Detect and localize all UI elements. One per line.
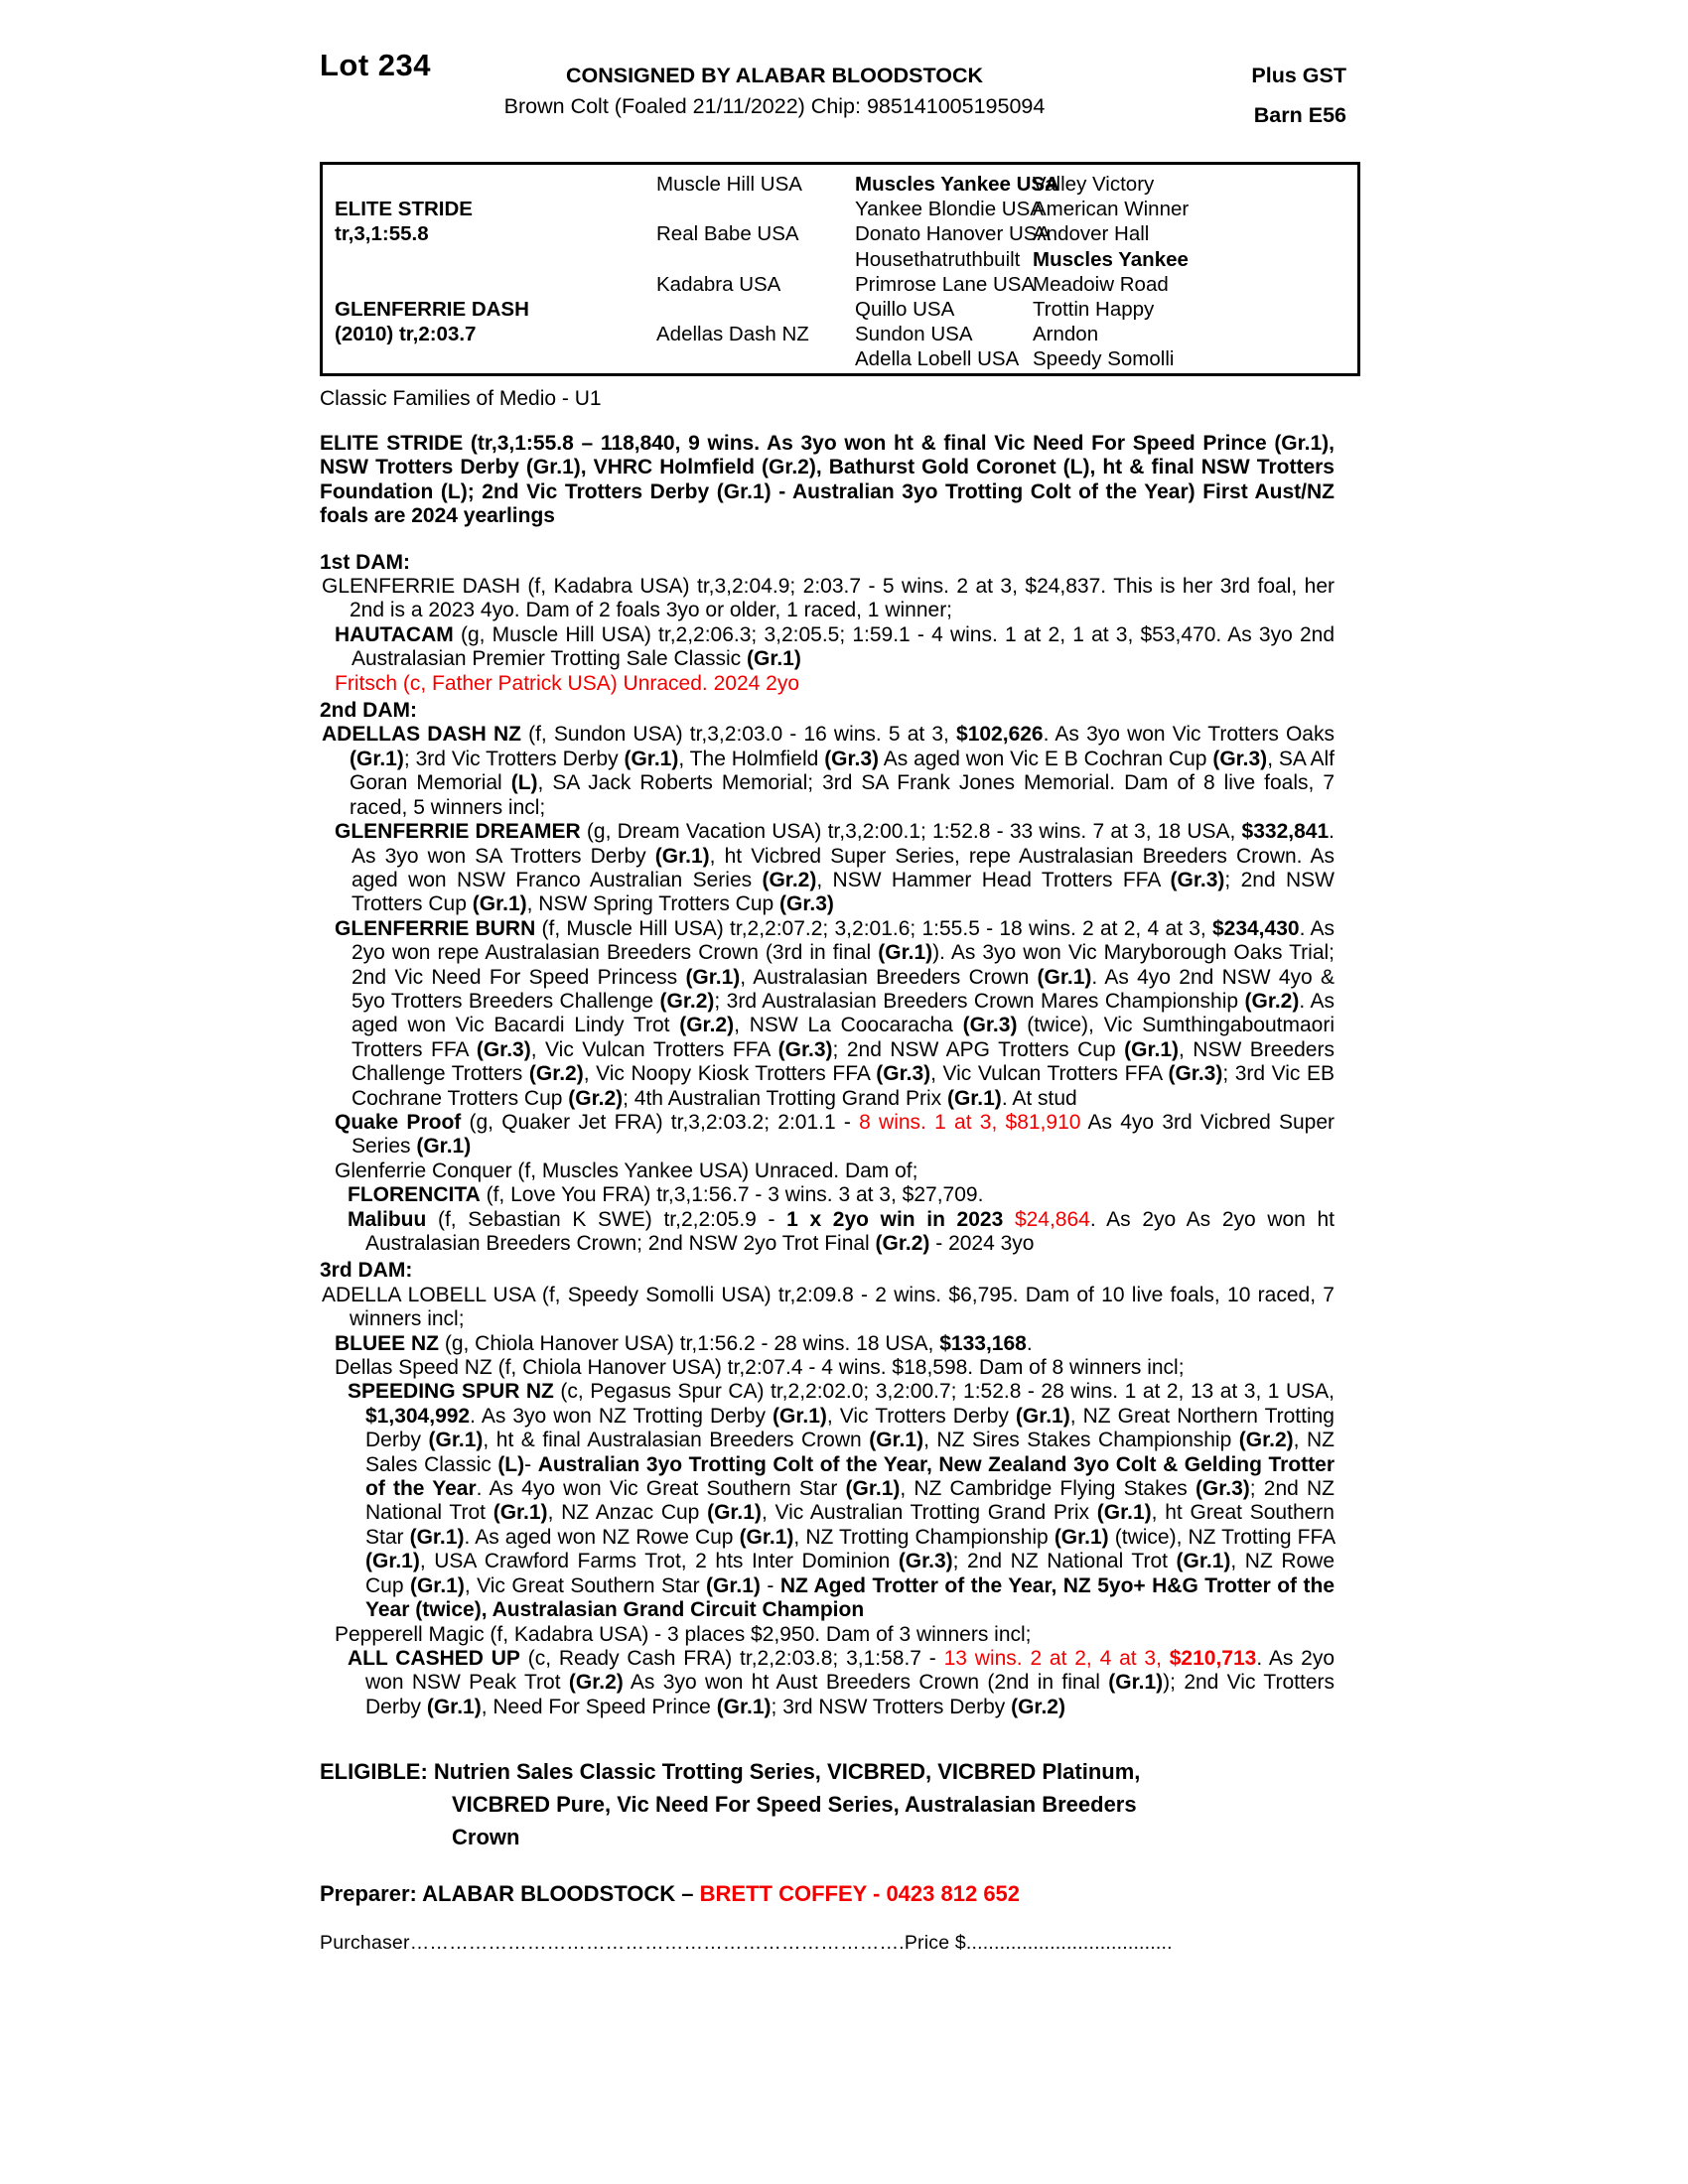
text-run: . As 3yo won SA Trotters Derby [352, 820, 1335, 868]
text-run: (Gr.1) [365, 1550, 420, 1573]
text-run: (Gr.3) [962, 1014, 1018, 1037]
eligible-line: ELIGIBLE: Nutrien Sales Classic Trotting Series, VICBRED, VICBRED Platinum, [320, 1759, 1141, 1785]
consignor-title: CONSIGNED BY ALABAR BLOODSTOCK [565, 64, 984, 87]
text-run: (Gr.1) [946, 1086, 1002, 1110]
pedigree-grandparent: Donato Hanover USA [855, 222, 1052, 246]
text-run: (Gr.1) [1054, 1525, 1109, 1549]
pedigree-grandparent: Adella Lobell USA [855, 347, 1020, 371]
text-run: $1,304,992 [365, 1404, 471, 1428]
text-run: , ht Vicbred Super Series, repe Australasian Breeders Crown. As aged won NSW Franco Australian Series [352, 844, 1335, 891]
text-run: (Gr.1) [1096, 1501, 1152, 1525]
text-run: $24,864 [1014, 1207, 1090, 1231]
text-run: . As 2yo won repe Australasian Breeders Crown (3rd in final [352, 916, 1335, 965]
text-run: , Australasian Breeders Crown [740, 965, 1038, 989]
text-run: ; 3rd Vic Trotters Derby [403, 747, 625, 770]
purchaser-price-line [320, 1932, 1360, 1955]
text-run: , Vic Vulcan Trotters FFA [930, 1062, 1169, 1086]
text-run: - [760, 1573, 780, 1597]
text-run: ; 2nd NZ National Trot [952, 1550, 1177, 1573]
preparer-text-run: Preparer: ALABAR BLOODSTOCK – [320, 1881, 700, 1907]
progeny-paragraph [320, 623, 1335, 672]
progeny-paragraph [320, 1332, 1335, 1356]
progeny-paragraph [320, 723, 1335, 820]
text-run: (Gr.1) [773, 1404, 827, 1428]
text-run: (c, Pegasus Spur CA) tr,2,2:02.0; 3,2:00.7; 1:52.8 - 28 wins. 1 at 2, 13 at 3, 1 USA, [553, 1380, 1335, 1404]
text-run: GLENFERRIE BURN [335, 916, 536, 940]
text-run: . As 2yo As 2yo won ht Australasian Breeders Crown; 2nd NSW 2yo Trot Final [365, 1207, 1336, 1255]
text-run: (Gr.1) [624, 747, 679, 770]
text-run: ; 2nd NSW APG Trotters Cup [832, 1037, 1125, 1061]
pedigree-text [320, 432, 1335, 1719]
text-run: (Gr.1) [1108, 1671, 1164, 1695]
pedigree-grandparent: Housethatruthbuilt [855, 247, 1021, 271]
text-run: . As 3yo won Vic Trotters Oaks [1043, 723, 1335, 747]
text-run: (Gr.1) [739, 1525, 794, 1549]
dam-heading: 3rd DAM: [320, 1259, 413, 1283]
text-run: (Gr.1) [1124, 1037, 1179, 1061]
text-run: , NZ Sires Stakes Championship [923, 1429, 1239, 1452]
progeny-paragraph [320, 1183, 1335, 1207]
text-run: ; 4th Australian Trotting Grand Prix [623, 1086, 947, 1110]
progeny-paragraph [320, 1356, 1335, 1380]
pedigree-grandparent: Primrose Lane USA [855, 272, 1036, 296]
text-run: (L) [510, 771, 538, 795]
text-run: NZ Aged Trotter of the Year, NZ 5yo+ H&G Trotter of the Year (twice), Australasian Grand Circuit Champion [365, 1573, 1335, 1622]
text-run: (Gr.3) [777, 1037, 833, 1061]
text-run: (twice), NZ Trotting FFA [1108, 1525, 1335, 1549]
text-run: , The Holmfield [678, 747, 825, 770]
dam-section [320, 551, 1335, 696]
header-center [377, 64, 1172, 119]
text-run: , NSW Hammer Head Trotters FFA [816, 868, 1171, 891]
text-run: (Gr.1) [350, 747, 404, 770]
text-run: GLENFERRIE DREAMER [335, 820, 581, 844]
text-run: , Vic Great Southern Star [464, 1573, 707, 1597]
text-run: (Gr.3) [1212, 747, 1268, 770]
progeny-paragraph [320, 820, 1335, 917]
text-run: (Gr.3) [476, 1037, 531, 1061]
text-run: (g, Muscle Hill USA) tr,2,2:06.3; 3,2:05.5; 1:59.1 - 4 wins. 1 at 2, 1 at 3, $53,470. As 3yo 2nd Australasian Premier Trotting Sale Classic [352, 622, 1335, 671]
pedigree-great-grandparent: Valley Victory [1033, 173, 1155, 196]
purchaser-text-run: ..................................... [965, 1932, 1173, 1955]
text-run: ; 3rd NSW Trotters Derby [771, 1695, 1012, 1718]
text-run: , NZ Trotting Championship [793, 1525, 1055, 1549]
text-run: (Gr.3) [1170, 868, 1225, 891]
progeny-paragraph [320, 672, 1335, 696]
text-run: (Gr.3) [1168, 1062, 1223, 1086]
pedigree-grandparent: Muscles Yankee USA [855, 173, 1059, 196]
text-run: (Gr.3) [824, 747, 880, 770]
text-run: (Gr.1) [878, 941, 933, 965]
text-run: $234,430 [1211, 916, 1300, 940]
dam-section [320, 699, 1335, 1256]
dam-heading: 1st DAM: [320, 550, 411, 574]
text-run: (Gr.1) [1015, 1404, 1070, 1428]
text-run: . At stud [1001, 1086, 1077, 1110]
text-run: (Gr.3) [876, 1062, 931, 1086]
text-run: , NSW Breeders Challenge Trotters [352, 1037, 1335, 1086]
dam-sections [320, 551, 1335, 1720]
pedigree-parent: Kadabra USA [656, 272, 781, 296]
text-run: (Gr.3) [779, 892, 834, 916]
text-run: As 4yo 3rd Vicbred Super Series [352, 1110, 1336, 1159]
text-run: (Gr.2) [1011, 1695, 1065, 1718]
progeny-paragraph [320, 1111, 1335, 1160]
text-run: (f, Sundon USA) tr,3,2:03.0 - 16 wins. 5 at 3, [520, 723, 957, 747]
text-run: 13 wins. 2 at 2, 4 at 3, [943, 1646, 1170, 1670]
text-run: As 3yo won ht Aust Breeders Crown (2nd in final [623, 1671, 1109, 1695]
text-run: , Vic Trotters Derby [826, 1404, 1016, 1428]
progeny-paragraph [320, 1208, 1335, 1257]
text-run: - [524, 1452, 538, 1476]
progeny-paragraph [320, 1284, 1335, 1332]
text-run: , NSW Spring Trotters Cup [526, 892, 780, 916]
text-run: (Gr.2) [528, 1062, 584, 1086]
preparer-line [320, 1881, 1360, 1907]
text-run: Malibuu [348, 1207, 427, 1231]
pedigree-grandparent: Quillo USA [855, 298, 955, 321]
text-run: HAUTACAM [335, 622, 454, 646]
text-run: ALL CASHED UP [348, 1646, 520, 1670]
text-run: (Gr.1) [492, 1501, 548, 1525]
text-run: . As aged won Vic Bacardi Lindy Trot [352, 989, 1335, 1037]
text-run: (Gr.1) [685, 965, 741, 989]
text-run: (Gr.2) [568, 1671, 624, 1695]
text-run: (L) [497, 1452, 525, 1476]
text-run: , NZ Rowe Cup [365, 1550, 1336, 1597]
text-run: (Gr.2) [875, 1232, 930, 1255]
text-run: As aged won Vic E B Cochran Cup [879, 747, 1213, 770]
text-run: $102,626 [956, 723, 1044, 747]
text-run: ADELLA LOBELL USA (f, Speedy Somolli USA) tr,2:09.8 - 2 wins. $6,795. Dam of 10 live foals, 10 raced, 7 winners incl; [322, 1283, 1335, 1331]
progeny-paragraph [320, 1380, 1335, 1622]
text-run: (twice), Vic Sumthingaboutmaori Trotters FFA [352, 1014, 1335, 1061]
pedigree-parent: Real Babe USA [656, 222, 799, 246]
text-run: (Gr.1) [869, 1429, 924, 1452]
barn-label: Barn E56 [1253, 103, 1346, 127]
text-run: Pepperell Magic (f, Kadabra USA) - 3 places $2,950. Dam of 3 winners incl; [335, 1622, 1032, 1646]
text-run: , SA Alf Goran Memorial [350, 747, 1335, 795]
text-run: ADELLAS DASH NZ [322, 723, 521, 747]
text-run: Glenferrie Conquer (f, Muscles Yankee USA) Unraced. Dam of; [335, 1159, 918, 1182]
pedigree-grandparent: Sundon USA [855, 323, 973, 346]
text-run: (f, Muscle Hill USA) tr,2,2:07.2; 3,2:01.6; 1:55.5 - 18 wins. 2 at 2, 4 at 3, [535, 916, 1212, 940]
text-run: ; 2nd NZ National Trot [365, 1477, 1335, 1525]
text-run: Dellas Speed NZ (f, Chiola Hanover USA) tr,2:07.4 - 4 wins. $18,598. Dam of 8 winners incl; [335, 1356, 1185, 1380]
text-run: (Gr.2) [762, 868, 817, 891]
family-line: Classic Families of Medio - U1 [320, 387, 602, 410]
dam-heading: 2nd DAM: [320, 699, 417, 723]
text-run: (Gr.1) [409, 1525, 465, 1549]
text-run: ; 3rd Australasian Breeders Crown Mares Championship [714, 989, 1245, 1013]
text-run: ; 3rd Vic EB Cochrane Trotters Cup [352, 1062, 1335, 1110]
plus-gst-label: Plus GST [1251, 64, 1346, 87]
horse-description: Brown Colt (Foaled 21/11/2022) Chip: 985141005195094 [503, 94, 1046, 118]
text-run: (Gr.1) [654, 844, 710, 868]
progeny-paragraph [320, 917, 1335, 1111]
text-run: Fritsch (c, Father Patrick USA) Unraced. 2024 2yo [335, 671, 799, 695]
text-run: (Gr.1) [1176, 1550, 1231, 1573]
text-run: (Gr.1) [416, 1135, 472, 1159]
progeny-paragraph [320, 1160, 1335, 1183]
text-run: (Gr.2) [659, 989, 715, 1013]
text-run: - 2024 3yo [929, 1232, 1035, 1255]
pedigree-subject: (2010) tr,2:03.7 [335, 323, 477, 346]
pedigree-table [320, 162, 1360, 376]
sire-text-run: ELITE STRIDE (tr,3,1:55.8 – 118,840, 9 wins. As 3yo won ht & final Vic Need For Speed Prince (Gr.1), NSW Trotters Derby (Gr.1), VHRC Holmfield (Gr.2), Bathurst Gold Coronet (L), ht & final NSW Trotters Foundation (L); 2nd Vic Trotters Derby (Gr.1) - Australian 3yo Trotting Colt of the Year) First Aust/NZ foals are 2024 yearlings [320, 432, 1335, 528]
text-run: , USA Crawford Farms Trot, 2 hts Inter Dominion [419, 1550, 899, 1573]
eligible-line: VICBRED Pure, Vic Need For Speed Series, Australasian Breeders [452, 1792, 1137, 1818]
text-run: , NZ Great Northern Trotting Derby [365, 1404, 1335, 1452]
purchaser-text-run: …………………………………………………………………. [409, 1932, 905, 1955]
text-run: (Gr.1) [472, 892, 527, 916]
text-run: , ht & final Australasian Breeders Crown [483, 1429, 870, 1452]
text-run: , ht Great Southern Star [365, 1501, 1335, 1549]
text-run: (Gr.1) [707, 1501, 762, 1525]
text-run: (g, Chiola Hanover USA) tr,1:56.2 - 28 wins. 18 USA, [439, 1331, 940, 1355]
text-run: , NZ Cambridge Flying Stakes [900, 1477, 1196, 1501]
text-run: (g, Quaker Jet FRA) tr,3,2:03.2; 2:01.1 - [461, 1110, 860, 1134]
pedigree-great-grandparent: Speedy Somolli [1033, 347, 1175, 371]
text-run: , NSW La Coocaracha [734, 1014, 963, 1037]
text-run: $133,168 [939, 1331, 1027, 1355]
purchaser-text-run: Price $ [904, 1932, 966, 1955]
preparer-text-run: BRETT COFFEY - 0423 812 652 [699, 1881, 1021, 1907]
pedigree-parent: Muscle Hill USA [656, 173, 802, 196]
text-run: ). As 3yo won Vic Maryborough Oaks Trial; 2nd Vic Need For Speed Princess [352, 941, 1335, 989]
pedigree-grandparent: Yankee Blondie USA [855, 198, 1044, 221]
dam-section [320, 1259, 1335, 1719]
text-run: (Gr.1) [426, 1695, 482, 1718]
text-run: ; 2nd NSW Trotters Cup [352, 868, 1335, 916]
text-run: (Gr.1) [716, 1695, 772, 1718]
page-header [320, 40, 1360, 162]
text-run: , NZ Anzac Cup [547, 1501, 708, 1525]
text-run: (f, Love You FRA) tr,3,1:56.7 - 3 wins. 3 at 3, $27,709. [480, 1183, 984, 1207]
text-run: . As 2yo won NSW Peak Trot [365, 1646, 1335, 1695]
text-run: (Gr.3) [898, 1550, 953, 1573]
pedigree-parent: Adellas Dash NZ [656, 323, 809, 346]
progeny-paragraph [320, 1623, 1335, 1647]
text-run: (f, Sebastian K SWE) tr,2,2:05.9 - [426, 1207, 787, 1231]
text-run: . As 4yo 2nd NSW 4yo & 5yo Trotters Breeders Challenge [352, 965, 1335, 1013]
text-run: ); 2nd Vic Trotters Derby [365, 1671, 1335, 1718]
text-run: (Gr.1) [747, 647, 801, 671]
text-run: 8 wins. 1 at 3, $81,910 [859, 1110, 1081, 1134]
text-run: , Need For Speed Prince [481, 1695, 717, 1718]
text-run: (Gr.2) [568, 1086, 624, 1110]
text-run: (Gr.3) [1195, 1477, 1250, 1501]
text-run: (Gr.2) [1244, 989, 1300, 1013]
text-run: $332,841 [1241, 820, 1330, 844]
pedigree-great-grandparent: Muscles Yankee [1033, 247, 1189, 271]
text-run: (Gr.2) [679, 1014, 735, 1037]
text-run: (Gr.1) [409, 1573, 465, 1597]
text-run: . [1026, 1331, 1033, 1355]
text-run: , Vic Noopy Kiosk Trotters FFA [583, 1062, 877, 1086]
text-run: . As 3yo won NZ Trotting Derby [470, 1404, 774, 1428]
text-run: FLORENCITA [348, 1183, 481, 1207]
text-run: GLENFERRIE DASH (f, Kadabra USA) tr,3,2:04.9; 2:03.7 - 5 wins. 2 at 3, $24,837. This is her 3rd foal, her 2nd is a 2023 4yo. Dam of 2 foals 3yo or older, 1 raced, 1 winner; [322, 575, 1335, 622]
text-run: . As aged won NZ Rowe Cup [464, 1525, 740, 1549]
text-run: . As 4yo won Vic Great Southern Star [476, 1477, 846, 1501]
pedigree-subject: ELITE STRIDE [335, 198, 473, 221]
text-run: Quake Proof [335, 1110, 462, 1134]
text-run: $210,713 [1169, 1646, 1257, 1670]
eligibility-block [320, 1755, 1335, 1853]
text-run: SPEEDING SPUR NZ [348, 1380, 554, 1404]
progeny-paragraph [320, 1647, 1335, 1719]
pedigree-great-grandparent: Trottin Happy [1033, 298, 1155, 321]
text-run: (Gr.2) [1238, 1429, 1294, 1452]
text-run: (c, Ready Cash FRA) tr,2,2:03.8; 3,1:58.7 - [519, 1646, 944, 1670]
pedigree-subject: tr,3,1:55.8 [335, 222, 429, 246]
pedigree-great-grandparent: American Winner [1033, 198, 1190, 221]
text-run: (Gr.1) [845, 1477, 901, 1501]
purchaser-text-run: Purchaser [320, 1932, 410, 1955]
text-run: , SA Jack Roberts Memorial; 3rd SA Frank Jones Memorial. Dam of 8 live foals, 7 raced, 5 winners incl; [350, 771, 1335, 819]
text-run: , NZ Sales Classic [365, 1429, 1336, 1476]
pedigree-great-grandparent: Andover Hall [1033, 222, 1150, 246]
text-run: , Vic Vulcan Trotters FFA [530, 1037, 778, 1061]
page-content [320, 40, 1360, 1955]
pedigree-great-grandparent: Arndon [1033, 323, 1099, 346]
text-run: Australian 3yo Trotting Colt of the Year, New Zealand 3yo Colt & Gelding Trotter of the Year [365, 1452, 1335, 1501]
text-run: BLUEE NZ [335, 1331, 439, 1355]
pedigree-subject: GLENFERRIE DASH [335, 298, 529, 321]
lot-number: Lot 234 [320, 48, 432, 82]
text-run: , Vic Australian Trotting Grand Prix [761, 1501, 1097, 1525]
text-run: (Gr.1) [706, 1573, 761, 1597]
text-run: (Gr.1) [428, 1429, 484, 1452]
eligible-line: Crown [452, 1825, 520, 1850]
sire-summary-paragraph [320, 432, 1335, 529]
text-run: 1 x 2yo win in 2023 [786, 1207, 1015, 1231]
text-run: (Gr.1) [1037, 965, 1092, 989]
text-run: (g, Dream Vacation USA) tr,3,2:00.1; 1:52.8 - 33 wins. 7 at 3, 18 USA, [580, 820, 1242, 844]
pedigree-great-grandparent: Meadoiw Road [1033, 272, 1169, 296]
progeny-paragraph [320, 575, 1335, 623]
